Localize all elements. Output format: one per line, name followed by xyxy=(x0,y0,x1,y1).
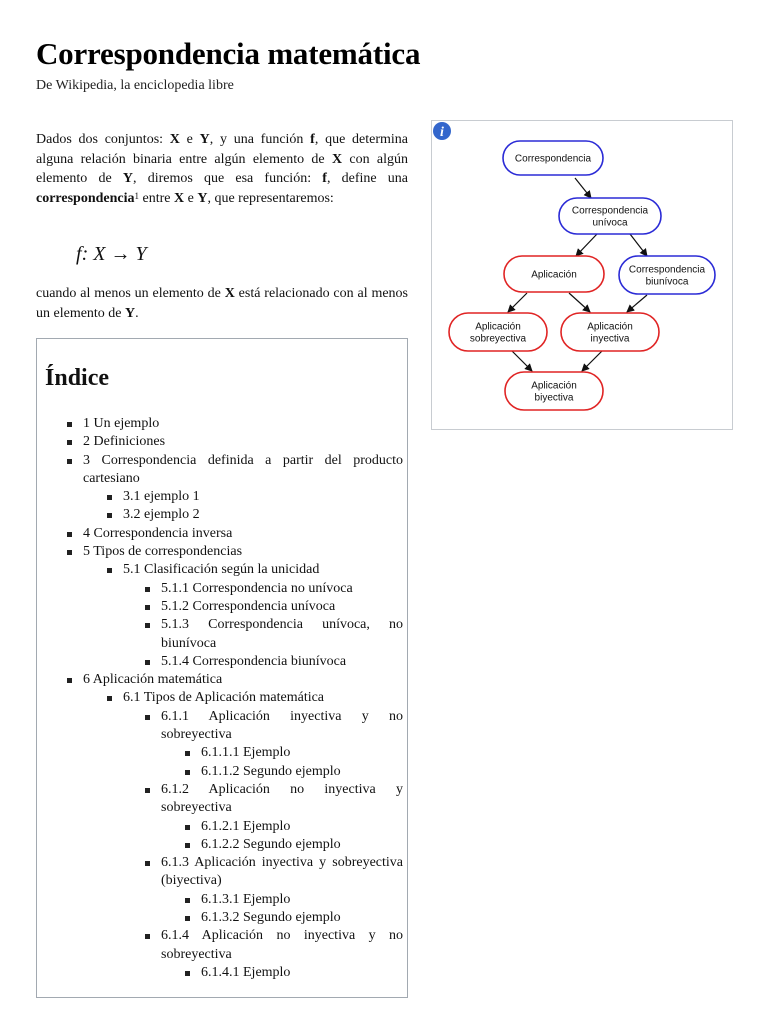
diagram-node-correspondencia xyxy=(503,141,603,175)
toc-item[interactable]: 6.1.1.2 Segundo ejemplo xyxy=(47,763,403,781)
svg-text:i: i xyxy=(440,125,444,140)
bold-term: correspondencia xyxy=(36,190,135,206)
diagram-node-label: biyectiva xyxy=(534,392,574,404)
diagram-node-inyectiva xyxy=(561,313,659,351)
toc-item[interactable]: 6.1.3 Aplicación inyectiva y sobreyectiva (biyectiva) xyxy=(47,854,403,891)
reference-link[interactable]: 1 xyxy=(134,190,140,201)
formula-domain: X xyxy=(93,243,106,265)
intro-text: entre xyxy=(139,190,174,206)
diagram-figure xyxy=(431,120,733,430)
toc-item[interactable]: 4 Correspondencia inversa xyxy=(47,525,403,543)
toc-item[interactable]: 5.1.1 Correspondencia no unívoca xyxy=(47,580,403,598)
toc-title: Índice xyxy=(45,365,110,391)
formula xyxy=(76,243,147,266)
toc-item[interactable]: 6.1.1.1 Ejemplo xyxy=(47,744,403,762)
function-f: f xyxy=(310,132,315,147)
diagram-node-biunivoca xyxy=(619,256,715,294)
set-y: Y xyxy=(199,132,210,147)
diagram-node-label: Correspondencia xyxy=(514,153,592,165)
diagram-arrow xyxy=(630,234,647,256)
diagram-node-label: inyectiva xyxy=(590,333,630,345)
diagram-node-label: Correspondencia xyxy=(628,264,706,276)
page-subtitle: De Wikipedia, la enciclopedia libre xyxy=(36,78,234,93)
diagram-arrow xyxy=(512,351,532,371)
intro-text: , y una función xyxy=(209,132,311,147)
formula-codomain: Y xyxy=(135,243,147,265)
intro-text: , diremos que esa función: xyxy=(133,171,323,186)
info-icon[interactable] xyxy=(432,121,452,141)
toc-item[interactable]: 6.1.3.2 Segundo ejemplo xyxy=(47,909,403,927)
diagram-node-aplicacion xyxy=(504,256,604,292)
diagram-node-univoca xyxy=(559,198,661,234)
toc-list xyxy=(47,415,403,982)
diagram-node-sobreyectiva xyxy=(449,313,547,351)
diagram-node-biyectiva xyxy=(505,372,603,410)
set-x: X xyxy=(331,151,343,167)
toc-item[interactable]: 5.1.2 Correspondencia unívoca xyxy=(47,598,403,616)
correspondence-diagram xyxy=(432,121,732,429)
diagram-arrow xyxy=(575,178,591,198)
set-y: Y xyxy=(197,190,208,206)
toc-item[interactable]: 6.1.2 Aplicación no inyectiva y sobreyectiva xyxy=(47,781,403,818)
toc-item[interactable]: 5 Tipos de correspondencias xyxy=(47,543,403,561)
toc-item[interactable]: 6.1.2.1 Ejemplo xyxy=(47,818,403,836)
toc-item[interactable]: 5.1 Clasificación según la unicidad xyxy=(47,561,403,579)
diagram-arrow xyxy=(508,293,527,312)
intro-text: e xyxy=(179,132,200,147)
intro-text: e xyxy=(184,190,198,206)
set-x: X xyxy=(174,190,185,206)
diagram-arrow xyxy=(627,295,647,312)
diagram-node-label: Aplicación xyxy=(587,321,633,333)
toc-item[interactable]: 6.1.3.1 Ejemplo xyxy=(47,891,403,909)
toc-item[interactable]: 6.1.4 Aplicación no inyectiva y no sobreyectiva xyxy=(47,927,403,964)
toc-item[interactable]: 2 Definiciones xyxy=(47,433,403,451)
formula-colon: : xyxy=(81,243,94,265)
after-text: está relacionado con al menos un elemento de xyxy=(36,286,408,321)
diagram-node-label: unívoca xyxy=(592,217,628,229)
page-title: Correspondencia matemática xyxy=(36,36,421,71)
diagram-arrow xyxy=(576,234,597,256)
set-x: X xyxy=(224,286,235,301)
diagram-node-label: Aplicación xyxy=(531,269,577,281)
formula-function: f xyxy=(76,243,82,265)
set-x: X xyxy=(169,132,180,147)
function-f: f xyxy=(322,171,327,186)
set-y: Y xyxy=(125,305,136,321)
toc-item[interactable]: 3.1 ejemplo 1 xyxy=(47,488,403,506)
intro-paragraph xyxy=(36,130,408,208)
toc-item[interactable]: 6.1.4.1 Ejemplo xyxy=(47,964,403,982)
toc-item[interactable]: 3 Correspondencia definida a partir del producto cartesiano xyxy=(47,452,403,489)
diagram-node-label: sobreyectiva xyxy=(469,333,527,345)
intro-text: , que representaremos: xyxy=(207,190,334,206)
formula-arrow: → xyxy=(105,243,136,265)
set-y: Y xyxy=(122,171,134,186)
toc-item[interactable]: 3.2 ejemplo 2 xyxy=(47,506,403,524)
toc-item[interactable]: 6.1 Tipos de Aplicación matemática xyxy=(47,689,403,707)
toc-item[interactable]: 5.1.4 Correspondencia biunívoca xyxy=(47,653,403,671)
intro-text: Dados dos conjuntos: xyxy=(36,132,170,147)
toc-item[interactable]: 5.1.3 Correspondencia unívoca, no biunívoca xyxy=(47,616,403,653)
after-text: . xyxy=(135,305,139,321)
after-paragraph xyxy=(36,284,408,323)
toc-item[interactable]: 6.1.2.2 Segundo ejemplo xyxy=(47,836,403,854)
intro-text: con algún elemento de xyxy=(36,151,408,186)
diagram-node-label: Correspondencia xyxy=(571,205,649,217)
diagram-node-label: Aplicación xyxy=(531,380,577,392)
after-text: cuando al menos un elemento de xyxy=(36,286,225,301)
diagram-arrow xyxy=(569,293,590,312)
intro-text: , que determina alguna relación binaria entre algún elemento de xyxy=(36,132,409,167)
diagram-node-label: biunívoca xyxy=(645,276,689,288)
table-of-contents xyxy=(36,338,408,998)
diagram-arrow xyxy=(582,351,602,371)
diagram-node-label: Aplicación xyxy=(475,321,521,333)
toc-item[interactable]: 6 Aplicación matemática xyxy=(47,671,403,689)
intro-text: , define una xyxy=(326,171,408,186)
toc-item[interactable]: 6.1.1 Aplicación inyectiva y no sobreyectiva xyxy=(47,708,403,745)
toc-item[interactable]: 1 Un ejemplo xyxy=(47,415,403,433)
